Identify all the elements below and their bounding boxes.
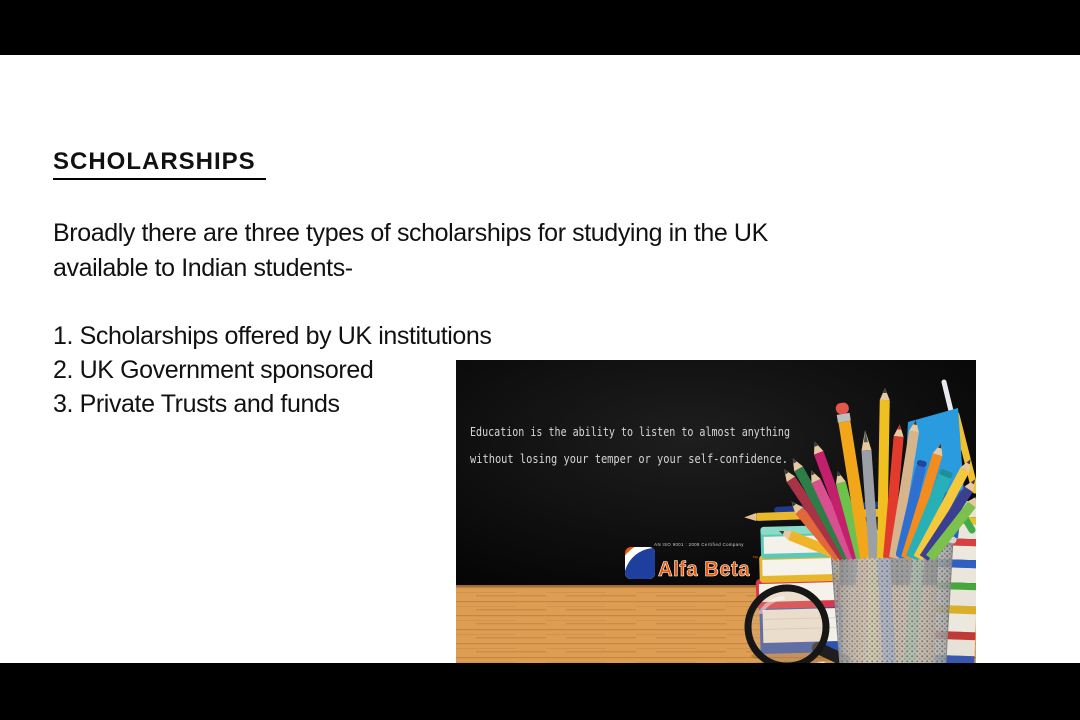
education-promo-image [456, 360, 976, 703]
alfabeta-logo-text: Alfa Beta [658, 558, 750, 581]
chalkboard-quote-line-2: without losing your temper or your self-confidence. [470, 451, 788, 466]
intro-line-2: available to Indian students- [53, 254, 353, 282]
letterbox-bottom-bar [0, 663, 1080, 720]
slide-title [53, 148, 266, 180]
scholarship-type-list [53, 319, 492, 421]
list-item-2: 2. UK Government sponsored [53, 356, 374, 384]
list-item-1: 1. Scholarships offered by UK institutions [53, 322, 492, 350]
letterbox-top-bar [0, 0, 1080, 55]
intro-paragraph [53, 216, 768, 286]
logo-trademark: ™ [752, 556, 758, 562]
logo-tagline: AN ISO 9001 : 2008 Certified Company [654, 542, 744, 547]
slide [0, 55, 1080, 663]
intro-line-1: Broadly there are three types of scholarships for studying in the UK [53, 219, 768, 247]
slide-title-text: SCHOLARSHIPS [53, 148, 266, 180]
list-item-3: 3. Private Trusts and funds [53, 390, 340, 418]
chalkboard-quote-line-1: Education is the ability to listen to almost anything [470, 424, 790, 439]
